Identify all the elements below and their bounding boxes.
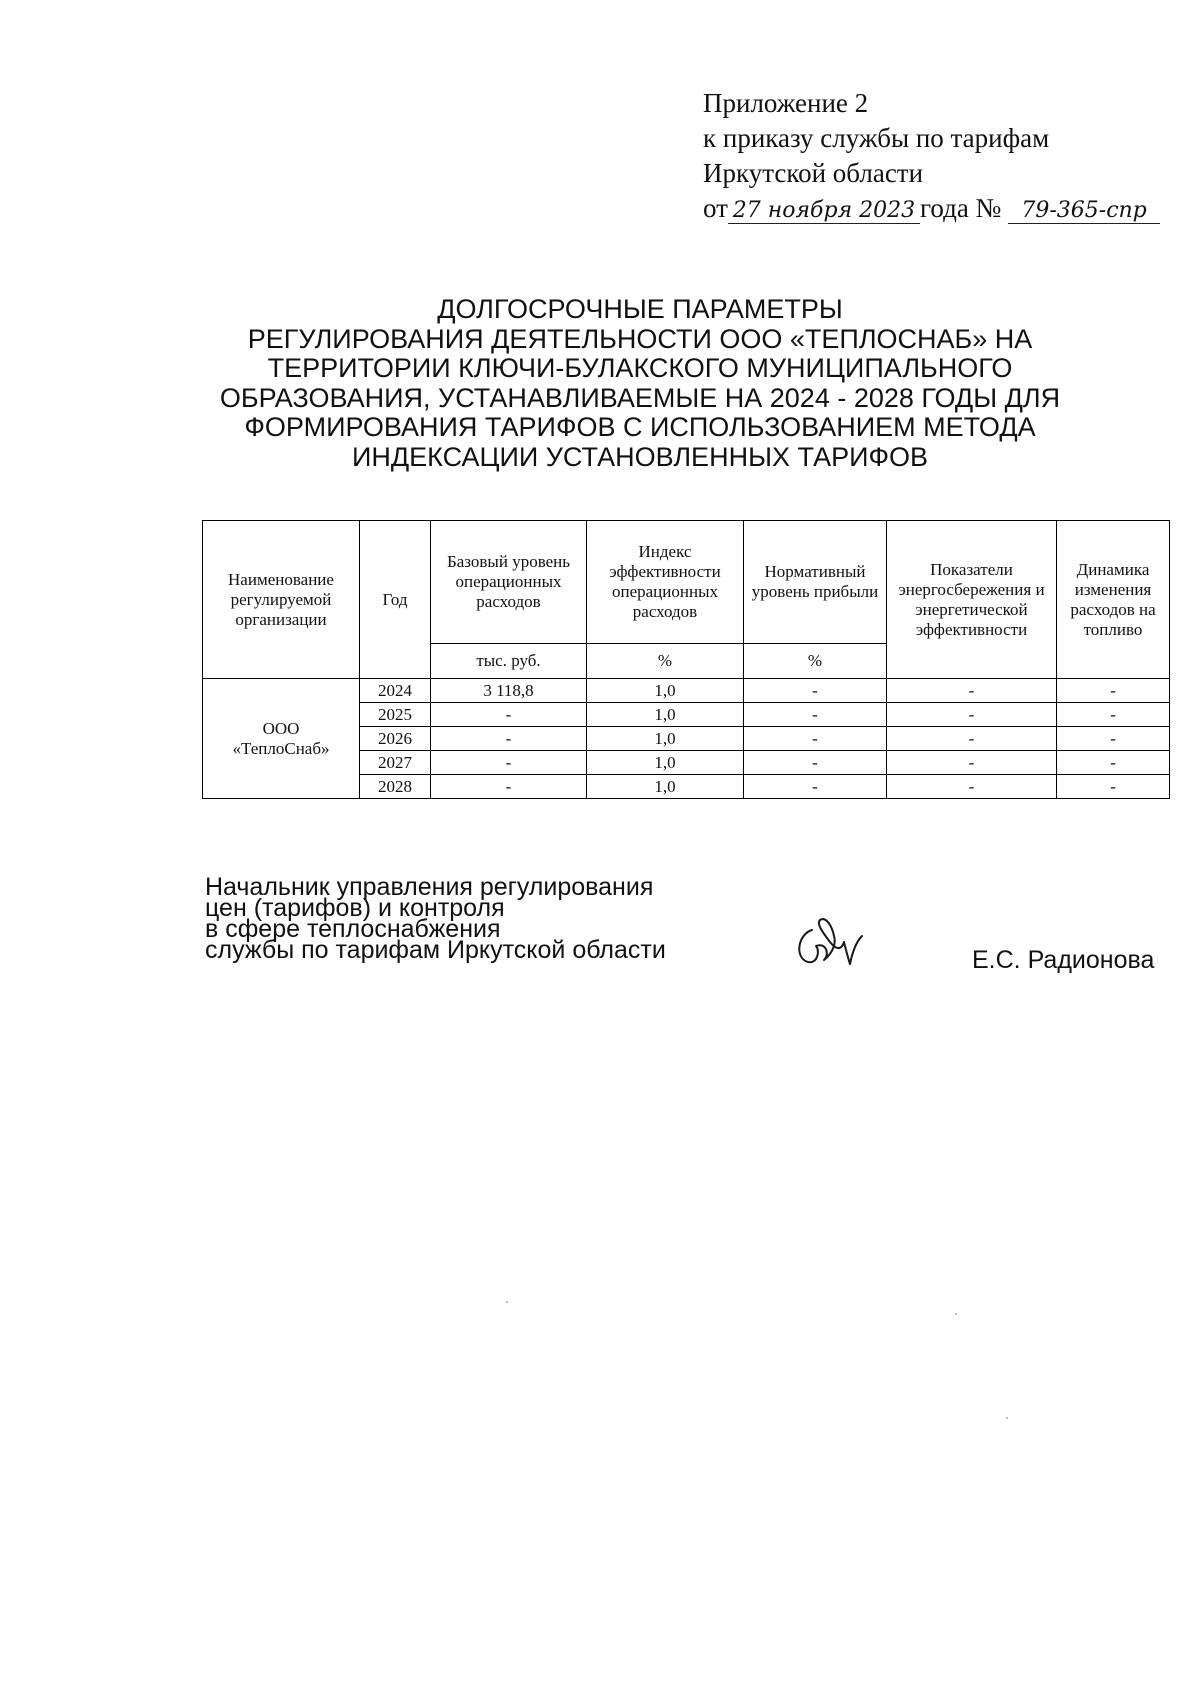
title-line-2: РЕГУЛИРОВАНИЯ ДЕЯТЕЛЬНОСТИ ООО «ТЕПЛОСНАБ» НА [247, 323, 1033, 354]
appendix-block [703, 86, 1160, 226]
cell-index: 1,0 [587, 679, 744, 703]
cell-base: - [431, 703, 587, 727]
cell-fuel: - [1057, 679, 1170, 703]
signer-name: Е.С. Радионова [972, 946, 1155, 974]
handwritten-order-number: 79-365-спр [1008, 199, 1160, 224]
cell-energy: - [887, 751, 1057, 775]
unit-base: тыс. руб. [431, 644, 587, 679]
cell-year: 2028 [360, 775, 431, 799]
cell-energy: - [887, 775, 1057, 799]
cell-profit: - [744, 679, 887, 703]
cell-profit: - [744, 751, 887, 775]
cell-energy: - [887, 679, 1057, 703]
header-efficiency-index: Индекс эффективности операционных расходов [587, 521, 744, 644]
cell-year: 2025 [360, 703, 431, 727]
title-line-4: ОБРАЗОВАНИЯ, УСТАНАВЛИВАЕМЫЕ НА 2024 - 2028 ГОДЫ ДЛЯ [219, 382, 1061, 413]
cell-fuel: - [1057, 703, 1170, 727]
scan-speck [506, 1301, 508, 1303]
table-header-row [203, 521, 1170, 644]
cell-profit: - [744, 703, 887, 727]
cell-index: 1,0 [587, 703, 744, 727]
document-title [200, 295, 1080, 472]
title-line-5: ФОРМИРОВАНИЯ ТАРИФОВ С ИСПОЛЬЗОВАНИЕМ МЕТОДА [244, 412, 1036, 442]
unit-index: % [587, 644, 744, 679]
unit-profit: % [744, 644, 887, 679]
cell-year: 2027 [360, 751, 431, 775]
header-fuel-dynamics: Динамика изменения расходов на топливо [1057, 521, 1170, 679]
title-line-1: ДОЛГОСРОЧНЫЕ ПАРАМЕТРЫ [437, 294, 843, 324]
scan-speck [1006, 1417, 1008, 1419]
header-organization: Наименование регулируемой организации [203, 521, 360, 679]
date-prefix: от [703, 193, 728, 223]
cell-profit: - [744, 727, 887, 751]
position-line-4: службы по тарифам Иркутской области [205, 936, 666, 964]
appendix-line-1: Приложение 2 [703, 88, 869, 118]
date-suffix: года № [919, 193, 1002, 223]
cell-year: 2026 [360, 727, 431, 751]
position-line-1: Начальник управления регулирования [205, 873, 654, 901]
appendix-line-2: к приказу службы по тарифам [703, 123, 1050, 153]
cell-index: 1,0 [587, 751, 744, 775]
cell-base: - [431, 727, 587, 751]
organization-name-cell [203, 679, 360, 799]
title-line-6: ИНДЕКСАЦИИ УСТАНОВЛЕННЫХ ТАРИФОВ [351, 441, 929, 472]
header-year: Год [360, 521, 431, 679]
handwritten-signature [790, 912, 880, 972]
cell-energy: - [887, 727, 1057, 751]
cell-fuel: - [1057, 751, 1170, 775]
header-base-level: Базовый уровень операционных расходов [431, 521, 587, 644]
signature-position-block [205, 873, 666, 964]
position-line-3: в сфере теплоснабжения [205, 915, 501, 943]
cell-base: 3 118,8 [431, 679, 587, 703]
cell-base: - [431, 775, 587, 799]
cell-base: - [431, 751, 587, 775]
cell-year: 2024 [360, 679, 431, 703]
handwritten-date: 27 ноября 2023 [728, 199, 920, 224]
position-line-2: цен (тарифов) и контроля [205, 894, 505, 922]
appendix-line-3: Иркутской области [703, 158, 924, 188]
cell-index: 1,0 [587, 727, 744, 751]
cell-energy: - [887, 703, 1057, 727]
title-line-3: ТЕРРИТОРИИ КЛЮЧИ-БУЛАКСКОГО МУНИЦИПАЛЬНОГО [267, 353, 1013, 383]
cell-profit: - [744, 775, 887, 799]
header-profit-level: Нормативный уровень прибыли [744, 521, 887, 644]
cell-fuel: - [1057, 727, 1170, 751]
organization-name-line-2: «ТеплоСнаб» [232, 738, 330, 758]
organization-name-line-1: ООО [262, 718, 300, 738]
scan-speck [955, 1313, 957, 1315]
cell-fuel: - [1057, 775, 1170, 799]
cell-index: 1,0 [587, 775, 744, 799]
appendix-date-line [703, 191, 1160, 226]
header-energy-saving: Показатели энергосбережения и энергетической эффективности [887, 521, 1057, 679]
parameters-table [202, 520, 1170, 799]
table-row [203, 679, 1170, 703]
